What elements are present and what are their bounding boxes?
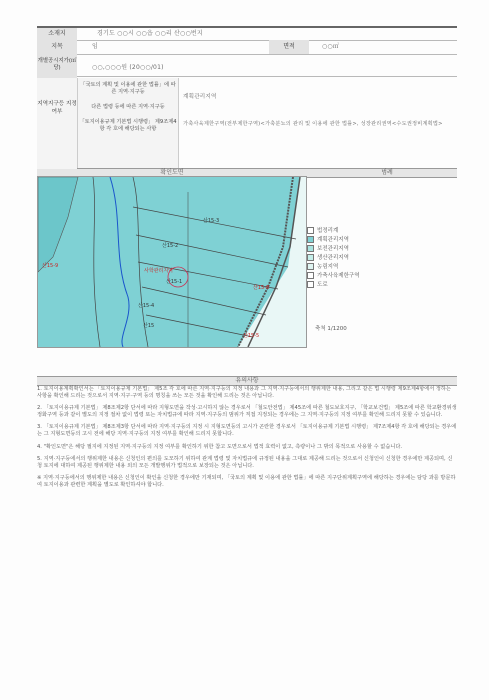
- map-label: 산15-1: [166, 279, 183, 285]
- address-row: [37, 26, 457, 41]
- zoning-label: 지역지구등 지정여부: [37, 78, 77, 190]
- map-drawing: [38, 177, 306, 347]
- zoning-row: [37, 78, 457, 169]
- area-label: 면적: [269, 40, 309, 54]
- land-price-value: ○○,○○○원 (20○○/01): [92, 64, 164, 71]
- legend-item: 계획관리지역: [307, 235, 349, 243]
- legend-item: 법정리계: [307, 226, 338, 234]
- land-price-label: 개별공시지가(㎡당): [37, 54, 77, 80]
- notes-body: [37, 386, 457, 494]
- jimok-row: [37, 40, 457, 55]
- jimok-label: 지목: [37, 40, 77, 54]
- legend-item: 가축사육제한구역: [307, 271, 360, 279]
- note-paragraph: 1. 토지이용계획확인서는 「토지이용규제 기본법」 제5조 각 호에 따른 지역·지구등의 지정 내용과 그 지역·지구등에서의 행위제한 내용, 그리고 같은 법 시행령 제9조제4항에서 정하는 사항을 확인해 드리는 것으로서 지역·지구·구역 등의 명칭을 쓰는 모든 것을 확인해 드리는 것은 아닙니다.: [37, 386, 451, 400]
- zoning-categories: [77, 78, 179, 168]
- note-paragraph: 4. "확인도면"은 해당 필지에 지정된 지역·지구등의 지정 여부를 확인하기 위한 참고 도면으로서 법적 효력이 없고, 측량이나 그 밖의 목적으로 사용할 수 없습니다.: [37, 443, 402, 450]
- note-paragraph: 5. 지역·지구등에서의 행위제한 내용은 신청인의 편의를 도모하기 위하여 관계 법령 및 자치법규에 규정된 내용을 그대로 제공해 드리는 것으로서 신청인이 신청한 경우에만 제공되며, 신청 토지에 대하여 제공된 행위제한 내용 외의 모든 개발행위가 법적으로 보장되는 것은 아닙니다.: [37, 455, 453, 469]
- map-label: 산15-8: [253, 285, 270, 291]
- legend-swatch: [307, 236, 314, 243]
- zoning-category-national: 「국토의 계획 및 이용에 관한 법률」에 따른 지역·지구등: [80, 82, 176, 95]
- notes-header: [37, 376, 457, 386]
- legend-item: 농림지역: [307, 262, 338, 270]
- legend-swatch: [307, 263, 314, 270]
- legend-title: 범례: [381, 169, 393, 176]
- area-value: ○○㎡: [322, 43, 340, 50]
- legend-item: 생산관리지역: [307, 253, 349, 261]
- address-value: 경기도 ○○시 ○○읍 ○○리 산○○번지: [97, 30, 203, 37]
- note-paragraph: ※ 지역·지구등에서의 행위제한 내용은 신청인이 확인을 신청한 경우에만 기재되며, 「국토의 계획 및 이용에 관한 법률」에 따른 지구단위계획구역에 해당하는 경우에는 담당 과를 방문하여 토지이용과 관련한 계획을 별도로 확인하셔야 합니다.: [37, 474, 456, 488]
- map-label: 산15-3: [203, 218, 220, 224]
- map-title: 확인도면: [160, 169, 184, 176]
- map-scale: 축척 1/1200: [315, 326, 347, 332]
- map-label: 산15-9: [42, 263, 59, 269]
- note-paragraph: 2. 「토지이용규제 기본법」 제8조제2항 단서에 따라 지형도면을 작성·고시하지 않는 경우로서 「철도안전법」 제45조에 따른 철도보호지구, 「학교보건법」 제5조에 따른 학교환경위생 정화구역 등과 같이 별도의 지정 절차 없이 법령 또는 자치법규에 따라 지역·지구등의 범위가 직접 지정되는 경우에는 그 지역·지구등의 지정 여부를 확인해 드리지 못할 수 있습니다.: [37, 405, 457, 419]
- note-paragraph: 3. 「토지이용규제 기본법」 제8조제3항 단서에 따라 지역·지구등의 지정 시 지형도면등의 고시가 곤란한 경우로서 「토지이용규제 기본법 시행령」 제7조제4항 각 호에 해당되는 경우에는 그 지형도면등의 고시 전에 해당 지역·지구등의 지정 여부를 확인해 드리지 못합니다.: [37, 424, 457, 438]
- legend-swatch: [307, 254, 314, 261]
- address-label: 소재지: [37, 28, 77, 40]
- zoning-value-other: 가축사육제한구역(전부제한구역)<가축분뇨의 관리 및 이용에 관한 법률>, 성장관리권역<수도권정비계획법>: [183, 121, 443, 127]
- zoning-value-national: 계획관리지역: [183, 94, 217, 100]
- jimok-value: 임: [92, 43, 98, 50]
- zoning-category-enforcement: 「토지이용규제 기본법 시행령」 제9조제4항 각 호에 해당되는 사항: [79, 119, 177, 132]
- notes-title: 유의사항: [235, 377, 259, 384]
- legend-swatch: [307, 281, 314, 288]
- map-label: 산15-4: [138, 303, 155, 309]
- map-legend: [305, 176, 457, 346]
- map-label: 산15-5: [243, 333, 260, 339]
- map-label: 사학관리지역: [144, 268, 173, 274]
- legend-item: 보전관리지역: [307, 244, 349, 252]
- map-label: 산15-2: [162, 243, 179, 249]
- zoning-category-other: 다른 법령 등에 따른 지역·지구등: [91, 104, 165, 110]
- map-label: 산15: [143, 323, 155, 329]
- legend-item: 도로: [307, 280, 328, 288]
- legend-swatch: [307, 245, 314, 252]
- confirmation-map: [37, 176, 307, 348]
- legend-swatch: [307, 227, 314, 234]
- land-price-row: [37, 54, 457, 77]
- legend-swatch: [307, 272, 314, 279]
